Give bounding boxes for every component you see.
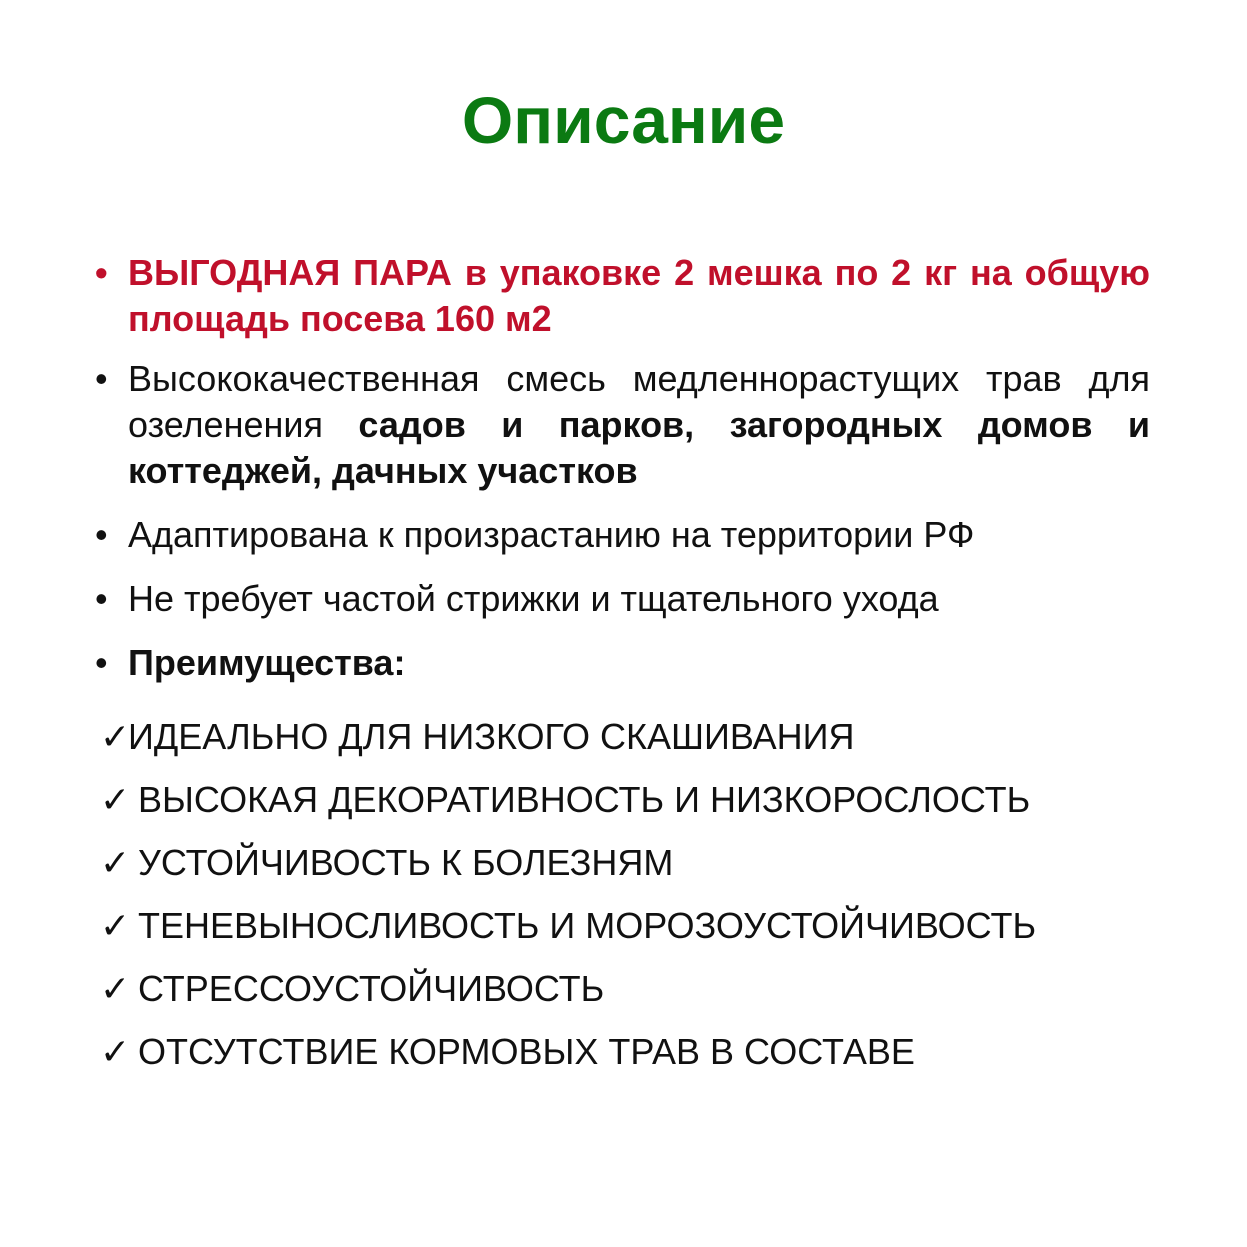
- list-item-adapted: [95, 512, 1150, 558]
- adapted-text: Адаптирована к произрастанию на территории РФ: [128, 514, 975, 555]
- mixture-text: Высококачественная смесь медленнорастущих трав для озеленения: [128, 358, 1150, 445]
- bullet-icon: •: [95, 578, 108, 619]
- page-title: Описание: [461, 83, 786, 157]
- advantage-text: ТЕНЕВЫНОСЛИВОСТЬ И МОРОЗОУСТОЙЧИВОСТЬ: [138, 905, 1037, 946]
- advantage-text: УСТОЙЧИВОСТЬ К БОЛЕЗНЯМ: [138, 842, 674, 883]
- checkmark-icon: ✓: [100, 716, 131, 757]
- list-item-mixture: [95, 356, 1150, 494]
- mixture-text-bold: садов и парков, загородных домов и коттеджей, дачных участков: [128, 404, 1150, 491]
- advantage-item: [100, 838, 1150, 901]
- advantage-text: СТРЕССОУСТОЙЧИВОСТЬ: [138, 968, 605, 1009]
- bullet-icon: •: [95, 514, 108, 555]
- checkmark-icon: ✓: [100, 779, 131, 820]
- description-list: [95, 250, 1150, 686]
- advantage-item: [100, 712, 1150, 775]
- list-item-care: [95, 576, 1150, 622]
- bullet-icon: •: [95, 252, 108, 293]
- advantage-item: [100, 901, 1150, 964]
- checkmark-icon: ✓: [100, 905, 131, 946]
- care-text: Не требует частой стрижки и тщательного ухода: [128, 578, 939, 619]
- advantage-text: ИДЕАЛЬНО ДЛЯ НИЗКОГО СКАШИВАНИЯ: [128, 716, 855, 757]
- checkmark-icon: ✓: [100, 1031, 131, 1072]
- offer-text: ВЫГОДНАЯ ПАРА в упаковке 2 мешка по 2 кг на общую площадь посева 160 м2: [128, 252, 1150, 339]
- bullet-icon: •: [95, 642, 108, 683]
- advantage-item: [100, 1027, 1150, 1090]
- list-item-offer: [95, 250, 1150, 342]
- advantages-heading: Преимущества:: [128, 642, 406, 683]
- checkmark-icon: ✓: [100, 842, 131, 883]
- advantage-item: [100, 775, 1150, 838]
- list-item-advantages-heading: [95, 640, 1150, 686]
- advantage-item: [100, 964, 1150, 1027]
- bullet-icon: •: [95, 358, 108, 399]
- advantage-text: ОТСУТСТВИЕ КОРМОВЫХ ТРАВ В СОСТАВЕ: [138, 1031, 915, 1072]
- checkmark-icon: ✓: [100, 968, 131, 1009]
- advantages-list: [100, 712, 1150, 1090]
- advantage-text: ВЫСОКАЯ ДЕКОРАТИВНОСТЬ И НИЗКОРОСЛОСТЬ: [138, 779, 1031, 820]
